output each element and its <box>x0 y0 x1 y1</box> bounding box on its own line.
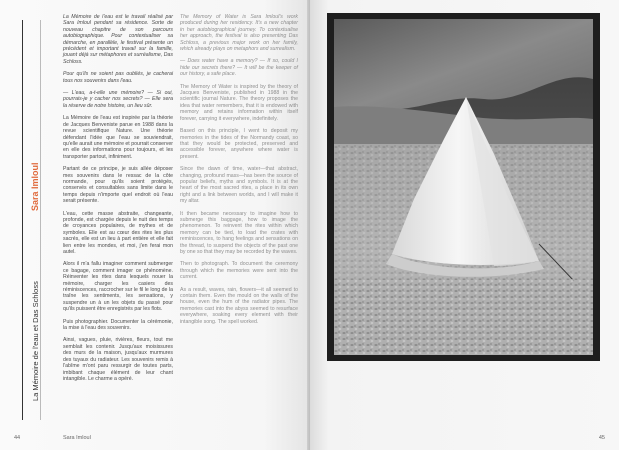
paragraph: — Does water have a memory? — If so, could I hide our secrets there? — It will be the keeper of our history, a safe place. <box>180 58 298 78</box>
sidebar <box>0 0 52 450</box>
french-column <box>63 14 173 388</box>
sidebar-rule-light <box>40 20 41 420</box>
project-title: La Mémoire de l'eau et Das Schloss <box>31 281 40 401</box>
page-number-left: 44 <box>14 435 21 441</box>
footer-author: Sara Imloul <box>63 435 91 441</box>
author-name: Sara Imloul <box>30 162 40 211</box>
paragraph: The Memory of Water is Sara Imloul's work produced during her residency. It's a new chapter in her autobiographical journey. To contextualise her approach, the festival is also presenting Das Schloss, a previous major work on her family, which already plays on metaphors and surrealism. <box>180 14 298 53</box>
sidebar-rule <box>22 20 23 420</box>
paragraph: As a result, waves, rain, flowers—it all seemed to contain them. Even the mould on the walls of the house, even the hum of the radiator pipes. The memories cast into the abyss seemed to resurface everywhere, soaking every element with their intangible song. The spell worked. <box>180 286 298 325</box>
paragraph: Then to photograph. To document the ceremony through which the memories were sent into the current. <box>180 261 298 281</box>
vertical-title <box>30 162 40 401</box>
paragraph: La Mémoire de l'eau est inspirée par la théorie de Jacques Benveniste parue en 1988 dans la revue scientifique Nature. Une théorie défendant l'idée que l'eau se souviendrait, qu'elle aurait une mémoire et pourrait conserver en elle des informations pour toujours, et les transporter partout, infiniment. <box>63 115 173 160</box>
page-number-right: 45 <box>598 435 605 441</box>
photograph <box>334 19 593 355</box>
paragraph: It then became necessary to imagine how to submerge this baggage, how to image the phenomenon. To reinvent the rites within which memory can be tied, to load the crates with reminiscences, to hang feelings and sensations on the thread, to suspend the objects of the past one by one so that they may be recorded by the waves. <box>180 210 298 255</box>
right-page <box>310 0 619 450</box>
paragraph: Since the dawn of time, water—that abstract, changing, profound mass—has been the source of popular beliefs, myths and symbols. It is at the heart of the most sacred rites, a place in its own right and a link between worlds, and I will make it my altar. <box>180 166 298 205</box>
paragraph: Pour qu'ils ne soient pas oubliés, je cacherai tous nos souvenirs dans l'eau. <box>63 71 173 84</box>
english-column <box>180 14 298 331</box>
photo-frame <box>327 13 600 361</box>
beach-cone-photo <box>334 19 593 355</box>
paragraph: Puis photographier. Documenter la cérémonie, la mise à l'eau des souvenirs. <box>63 318 173 332</box>
paragraph: — L'eau, a-t-elle une mémoire? — Si oui, pourrais-je y cacher nos secrets? — Elle sera la réserve de notre histoire, un lieu sûr. <box>63 90 173 109</box>
paragraph: Partant de ce principe, je suis allée déposer mes souvenirs dans le ressac de la côte normande, pour qu'ils soient protégés, conservés et consultables sans limite dans le temps depuis n'importe quel endroit où l'eau serait présente. <box>63 166 173 205</box>
paragraph: La Mémoire de l'eau est le travail réalisé par Sara Imloul pendant sa résidence. Sorte de nouveau chapitre de son parcours autobiographique. Pour contextualiser sa démarche, en parallèle, le festival présente un précédent et important travail sur la famille, jouant déjà sur métaphores et surréalisme, Das Schloss. <box>63 14 173 65</box>
paragraph: Based on this principle, I went to deposit my memories in the tides of the Normandy coast, so that they would be protected, preserved and accessible forever, anywhere where water is present. <box>180 128 298 160</box>
paragraph: The Memory of Water is inspired by the theory of Jacques Benveniste, published in 1988 in the scientific journal Nature. The theory proposes the idea that water remembers, that it is endowed with memory and retains information within itself forever, carrying it everywhere, indefinitely. <box>180 83 298 122</box>
paragraph: L'eau, cette masse abstraite, changeante, profonde, est chargée depuis le nuit des temps de croyances populaires, de mythes et de symboles. Elle est au cœur des rites les plus sacrés, elle est un lieu à part entière et elle fait lien entre les mondes, et moi, j'en ferai mon autel. <box>63 210 173 255</box>
paragraph: Ainsi, vagues, pluie, rivières, fleurs, tout me semblait les contenir. Jusqu'aux moisissures des murs de la maison, jusqu'aux murmures des tuyaux du radiateur. Les souvenirs remis à l'abîme m'ont paru ressurgir de toutes parts, imbibant chaque élément de leur chant intangible. Le charme a opéré. <box>63 337 173 382</box>
paragraph: Alors il m'a fallu imaginer comment submerger ce bagage, comment imager ce phénomène. Réinventer les rites dans lesquels nouer la mémoire, charger les casiers des réminiscences, raccrocher sur le fil le long de la traîne les sentiments, les sensations, y suspendre un à un les objets du passé pour qu'ils puissent être enregistrés par les flots. <box>63 261 173 313</box>
